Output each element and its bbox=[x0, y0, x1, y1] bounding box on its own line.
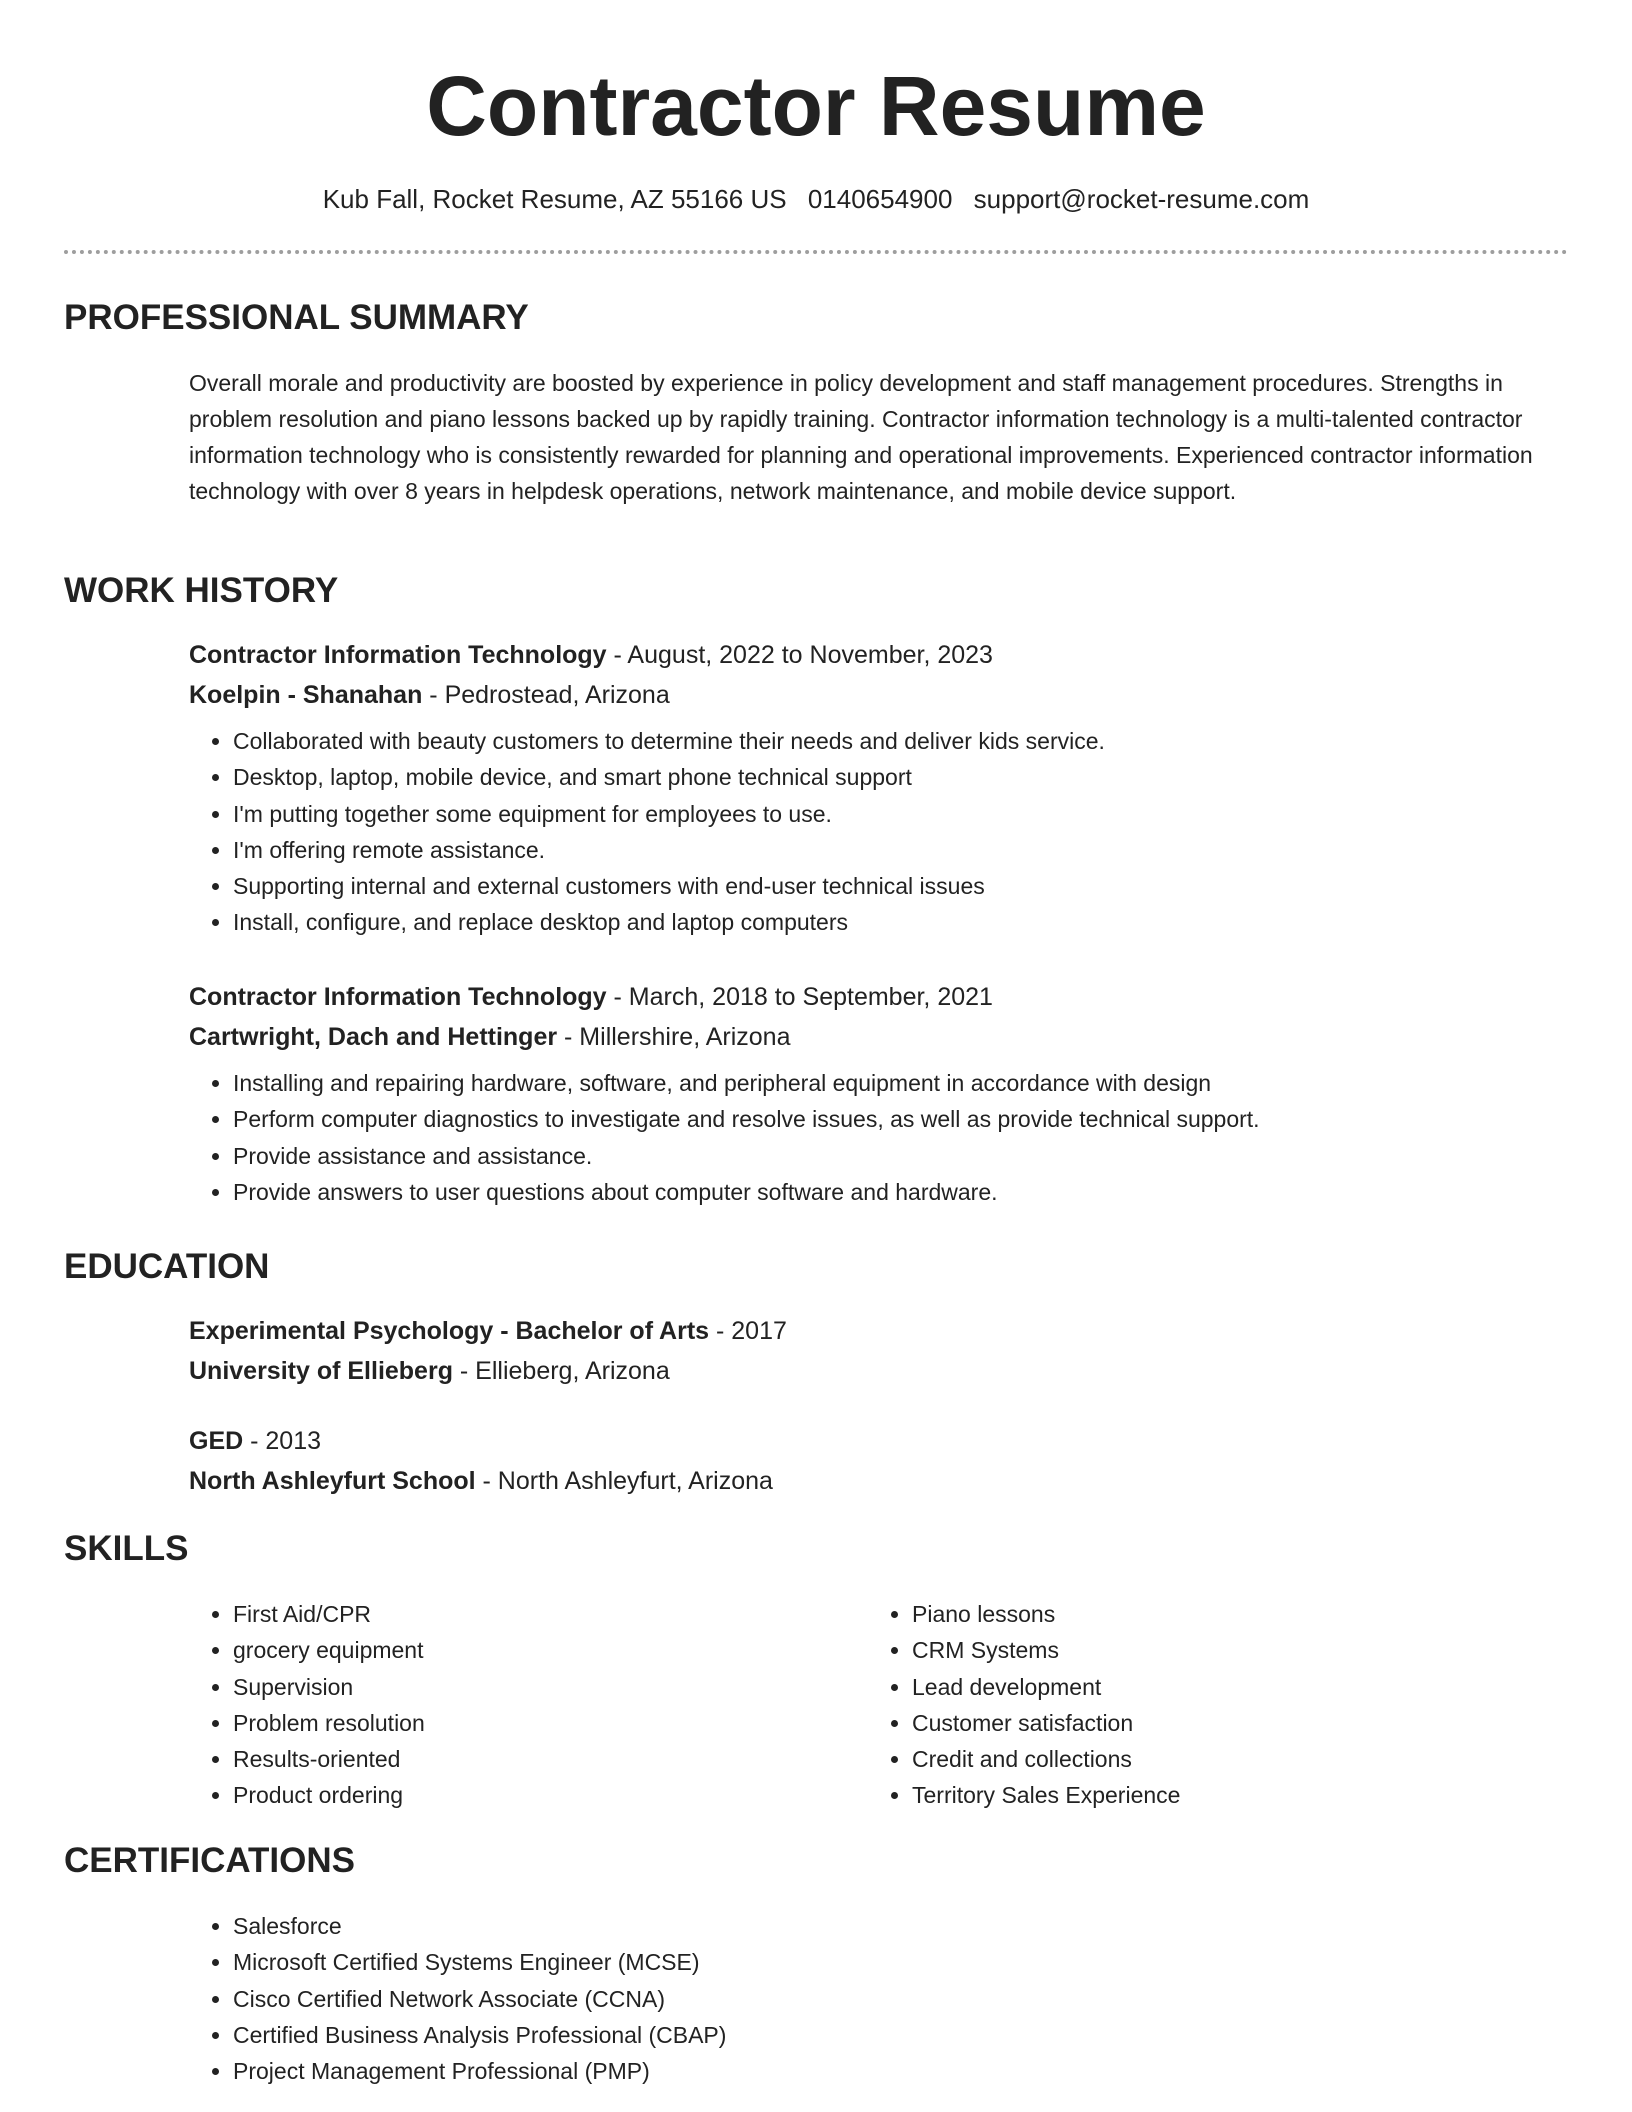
work-history-heading: WORK HISTORY bbox=[64, 571, 339, 610]
list-item: • Provide assistance and assistance. bbox=[233, 1138, 1559, 1174]
education-heading: EDUCATION bbox=[64, 1247, 270, 1286]
list-item: • Provide answers to user questions about computer software and hardware. bbox=[233, 1174, 1559, 1210]
job-dates: - August, 2022 to November, 2023 bbox=[606, 641, 993, 669]
summary-text: Overall morale and productivity are boosted by experience in policy development and staff management procedures. Strengths in problem resolution and piano lessons backed up by rapidly training. Contractor information technology is a multi-talented contractor information technology who is consistently rewarded for planning and operational improvements. Experienced contractor information technology with over 8 years in helpdesk operations, network maintenance, and mobile device support. bbox=[189, 370, 1533, 504]
list-item: • Territory Sales Experience bbox=[912, 1777, 1508, 1813]
job-location: - Millershire, Arizona bbox=[557, 1023, 791, 1051]
education-year: - 2013 bbox=[243, 1427, 322, 1455]
job-company: Cartwright, Dach and Hettinger bbox=[189, 1023, 558, 1051]
education-location: - North Ashleyfurt, Arizona bbox=[475, 1467, 773, 1495]
contact-address: Kub Fall, Rocket Resume, AZ 55166 US bbox=[322, 184, 787, 214]
education-location: - Ellieberg, Arizona bbox=[452, 1357, 670, 1385]
list-item: • Desktop, laptop, mobile device, and smart phone technical support bbox=[233, 759, 1559, 795]
job-dates: - March, 2018 to September, 2021 bbox=[606, 983, 993, 1011]
list-item: • First Aid/CPR bbox=[233, 1596, 829, 1632]
education-school: University of Ellieberg bbox=[189, 1357, 453, 1385]
education-school-line bbox=[189, 1461, 1559, 1501]
list-item: • Installing and repairing hardware, software, and peripheral equipment in accordance with design bbox=[233, 1065, 1559, 1101]
list-item: • Lead development bbox=[912, 1669, 1508, 1705]
skills-list bbox=[868, 1596, 1508, 1814]
list-item: • I'm offering remote assistance. bbox=[233, 832, 1559, 868]
education-degree: GED bbox=[189, 1427, 244, 1455]
job-title: Contractor Information Technology bbox=[189, 641, 607, 669]
job-title-line bbox=[189, 977, 1559, 1017]
list-item: • CRM Systems bbox=[912, 1632, 1508, 1668]
list-item: • Supporting internal and external customers with end-user technical issues bbox=[233, 868, 1559, 904]
list-item: • Install, configure, and replace desktop and laptop computers bbox=[233, 904, 1559, 940]
list-item: • Certified Business Analysis Professional (CBAP) bbox=[233, 2017, 1559, 2053]
job-location: - Pedrostead, Arizona bbox=[422, 681, 670, 709]
certifications-list bbox=[189, 1908, 1559, 2089]
job-company-line bbox=[189, 1017, 1559, 1057]
list-item: • Credit and collections bbox=[912, 1741, 1508, 1777]
certifications-heading: CERTIFICATIONS bbox=[64, 1841, 356, 1880]
skills-column-left bbox=[189, 1596, 829, 1814]
education-entry bbox=[189, 1311, 1559, 1391]
list-item: • Problem resolution bbox=[233, 1705, 829, 1741]
contact-email: support@rocket-resume.com bbox=[973, 184, 1310, 214]
header-divider bbox=[64, 250, 1568, 254]
list-item: • Collaborated with beauty customers to determine their needs and deliver kids service. bbox=[233, 723, 1559, 759]
education-degree-line bbox=[189, 1421, 1559, 1461]
job-title: Contractor Information Technology bbox=[189, 983, 607, 1011]
job-duties-list bbox=[189, 1065, 1559, 1210]
list-item: • grocery equipment bbox=[233, 1632, 829, 1668]
skills-list bbox=[189, 1596, 829, 1814]
job-entry bbox=[189, 977, 1559, 1210]
job-title-line bbox=[189, 635, 1559, 675]
education-degree-line bbox=[189, 1311, 1559, 1351]
list-item: • Microsoft Certified Systems Engineer (MCSE) bbox=[233, 1944, 1559, 1980]
contact-phone: 0140654900 bbox=[807, 184, 953, 214]
list-item: • I'm putting together some equipment for employees to use. bbox=[233, 796, 1559, 832]
job-duties-list bbox=[189, 723, 1559, 941]
job-company-line bbox=[189, 675, 1559, 715]
summary-heading: PROFESSIONAL SUMMARY bbox=[64, 298, 529, 337]
education-school: North Ashleyfurt School bbox=[189, 1467, 476, 1495]
education-school-line bbox=[189, 1351, 1559, 1391]
list-item: • Supervision bbox=[233, 1669, 829, 1705]
list-item: • Cisco Certified Network Associate (CCNA) bbox=[233, 1981, 1559, 2017]
education-entry bbox=[189, 1421, 1559, 1501]
skills-heading: SKILLS bbox=[64, 1529, 189, 1568]
contact-line bbox=[0, 181, 1632, 217]
skills-column-right bbox=[868, 1596, 1508, 1814]
certifications-block bbox=[189, 1908, 1559, 2089]
job-entry bbox=[189, 635, 1559, 941]
list-item: • Product ordering bbox=[233, 1777, 829, 1813]
list-item: • Project Management Professional (PMP) bbox=[233, 2053, 1559, 2089]
education-degree: Experimental Psychology - Bachelor of Arts bbox=[189, 1317, 710, 1345]
list-item: • Salesforce bbox=[233, 1908, 1559, 1944]
resume-title: Contractor Resume bbox=[426, 59, 1206, 153]
job-company: Koelpin - Shanahan bbox=[189, 681, 423, 709]
list-item: • Results-oriented bbox=[233, 1741, 829, 1777]
list-item: • Perform computer diagnostics to investigate and resolve issues, as well as provide technical support. bbox=[233, 1101, 1559, 1137]
list-item: • Piano lessons bbox=[912, 1596, 1508, 1632]
education-year: - 2017 bbox=[709, 1317, 787, 1345]
list-item: • Customer satisfaction bbox=[912, 1705, 1508, 1741]
